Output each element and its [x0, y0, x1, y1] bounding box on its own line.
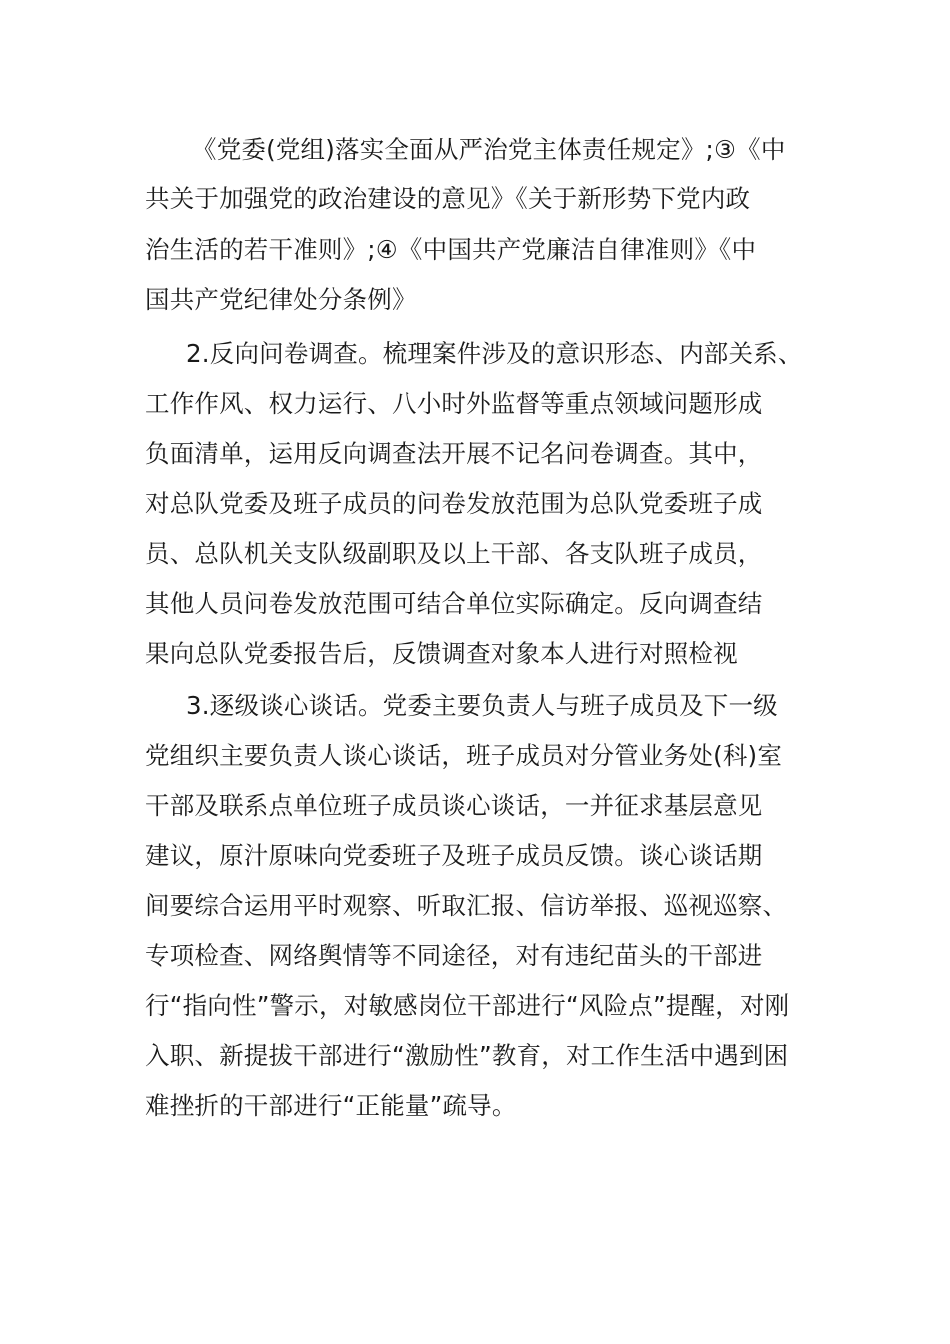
text-line: 员、总队机关支队级副职及以上干部、各支队班子成员， — [145, 539, 763, 568]
text-line: 难挫折的干部进行“正能量”疏导。 — [145, 1091, 517, 1120]
text-line: 对总队党委及班子成员的问卷发放范围为总队党委班子成 — [145, 489, 763, 518]
text-line: 其他人员问卷发放范围可结合单位实际确定。反向调查结 — [145, 589, 763, 618]
text-line: 建议，原汁原味向党委班子及班子成员反馈。谈心谈话期 — [145, 841, 763, 870]
text-line: 国共产党纪律处分条例》 — [145, 285, 417, 314]
text-line: 行“指向性”警示，对敏感岗位干部进行“风险点”提醒，对刚 — [145, 991, 790, 1020]
text-line: 入职、新提拔干部进行“激励性”教育，对工作生活中遇到困 — [145, 1041, 789, 1070]
text-line: 负面清单，运用反向调查法开展不记名问卷调查。其中， — [145, 439, 763, 468]
text-line: 治生活的若干准则》;④《中国共产党廉洁自律准则》《中 — [145, 235, 757, 264]
text-line: 干部及联系点单位班子成员谈心谈话，一并征求基层意见 — [145, 791, 763, 820]
text-line: 工作作风、权力运行、八小时外监督等重点领域问题形成 — [145, 389, 763, 418]
text-line: 间要综合运用平时观察、听取汇报、信访举报、巡视巡察、 — [145, 891, 788, 920]
text-line: 《党委(党组)落实全面从严治党主体责任规定》;③《中 — [192, 135, 786, 164]
text-line: 3.逐级谈心谈话。党委主要负责人与班子成员及下一级 — [186, 691, 778, 720]
text-line: 党组织主要负责人谈心谈话，班子成员对分管业务处(科)室 — [145, 741, 783, 770]
text-line: 共关于加强党的政治建设的意见》《关于新形势下党内政 — [145, 184, 751, 213]
text-line: 专项检查、网络舆情等不同途径，对有违纪苗头的干部进 — [145, 941, 763, 970]
text-line: 2.反向问卷调查。梳理案件涉及的意识形态、内部关系、 — [186, 339, 803, 368]
text-line: 果向总队党委报告后，反馈调查对象本人进行对照检视 — [145, 639, 738, 668]
